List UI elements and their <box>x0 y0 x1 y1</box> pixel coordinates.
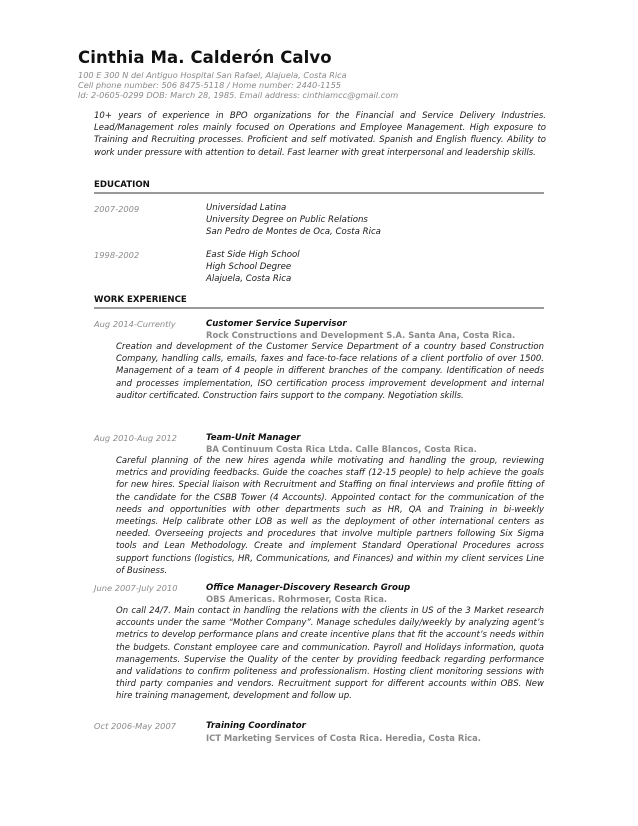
job-date: Aug 2014-Currently <box>94 319 176 329</box>
job-company: ICT Marketing Services of Costa Rica. Heredia, Costa Rica. <box>206 733 481 743</box>
job-company: BA Continuum Costa Rica Ltda. Calle Blancos, Costa Rica. <box>206 444 477 454</box>
job-date: June 2007-July 2010 <box>94 583 178 593</box>
job-description: On call 24/7. Main contact in handling the relations with the clients in US of the 3 Market research accounts under the same “Mother Company”. Manage schedules daily/weekly by analyzing agent’s metrics to develop performance plans and create incentive plans that fit the account’s needs within the budgets. Constant employee care and communication. Payroll and Holidays information, quota managements. Supervise the Quality of the center by providing feedback regarding performance and validations to confirm politeness and professionalism. Hosting client monitoring sessions with third party companies and vendors. Recruitment support for different accounts within OBS. New hire training management, development and follow up. <box>116 606 544 702</box>
job-company: OBS Americas. Rohrmoser, Costa Rica. <box>206 594 388 604</box>
education-heading: EDUCATION <box>94 180 150 190</box>
education-location: San Pedro de Montes de Oca, Costa Rica <box>206 227 381 237</box>
job-date: Aug 2010-Aug 2012 <box>94 433 177 443</box>
work-experience-heading: WORK EXPERIENCE <box>94 295 187 305</box>
section-divider <box>94 307 544 309</box>
job-description: Creation and development of the Customer Service Department of a country based Construction Company, handling calls, emails, faxes and face-to-face relations of a client portfolio of over 1500. Management of a team of 4 people in different branches of the company. Identification of needs and processes implementation, ISO certification process improvement development and internal auditor certificated. Construction fairs support to the company. Negotiation skills. <box>116 342 544 401</box>
education-location: Alajuela, Costa Rica <box>206 274 292 284</box>
job-title: Training Coordinator <box>206 721 306 731</box>
education-institution: Universidad Latina <box>206 203 287 213</box>
job-company: Rock Constructions and Development S.A. Santa Ana, Costa Rica. <box>206 330 516 340</box>
contact-id-email: Id: 2-0605-0299 DOB: March 28, 1985. Email address: cinthiamcc@gmail.com <box>78 90 399 100</box>
section-divider <box>94 192 544 194</box>
job-title: Office Manager-Discovery Research Group <box>206 583 411 593</box>
candidate-name: Cinthia Ma. Calderón Calvo <box>78 48 332 67</box>
education-date: 1998-2002 <box>94 250 140 260</box>
job-title: Team-Unit Manager <box>206 433 301 443</box>
professional-summary: 10+ years of experience in BPO organizations for the Financial and Service Delivery Industries. Lead/Management roles mainly focused on Operations and Employee Management. High exposure to Training and Recruiting processes. Proficient and self motivated. Spanish and English fluency. Ability to work under pressure with attention to detail. Fast learner with great interpersonal and leadership skills. <box>94 111 546 158</box>
education-institution: East Side High School <box>206 250 300 260</box>
education-date: 2007-2009 <box>94 204 140 214</box>
contact-address: 100 E 300 N del Antiguo Hospital San Rafael, Alajuela, Costa Rica <box>78 70 347 80</box>
job-title: Customer Service Supervisor <box>206 319 347 329</box>
job-date: Oct 2006-May 2007 <box>94 721 176 731</box>
education-degree: University Degree on Public Relations <box>206 215 368 225</box>
contact-phones: Cell phone number: 506 8475-5118 / Home number: 2440-1155 <box>78 80 341 90</box>
job-description: Careful planning of the new hires agenda while motivating and handling the group, reviewing metrics and providing feedbacks. Guide the coaches staff (12-15 people) to help achieve the goals for new hires. Special liaison with Recruitment and Staffing on final interviews and profile fitting of the candidate for the CSBB Tower (4 Accounts). Appointed contact for the communication of the needs and opportunities with other departments such as HR, QA and Training in bi-weekly meetings. Help calibrate other LOB as well as the deployment of other international centers as needed. Overseeing projects and procedures that involve multiple partners following Six Sigma tools and Lean Methodology. Create and implement Standard Operational Procedures across support functions (logistics, HR, Communications, and Finances) and within my client services Line of Business. <box>116 456 544 576</box>
education-degree: High School Degree <box>206 262 292 272</box>
